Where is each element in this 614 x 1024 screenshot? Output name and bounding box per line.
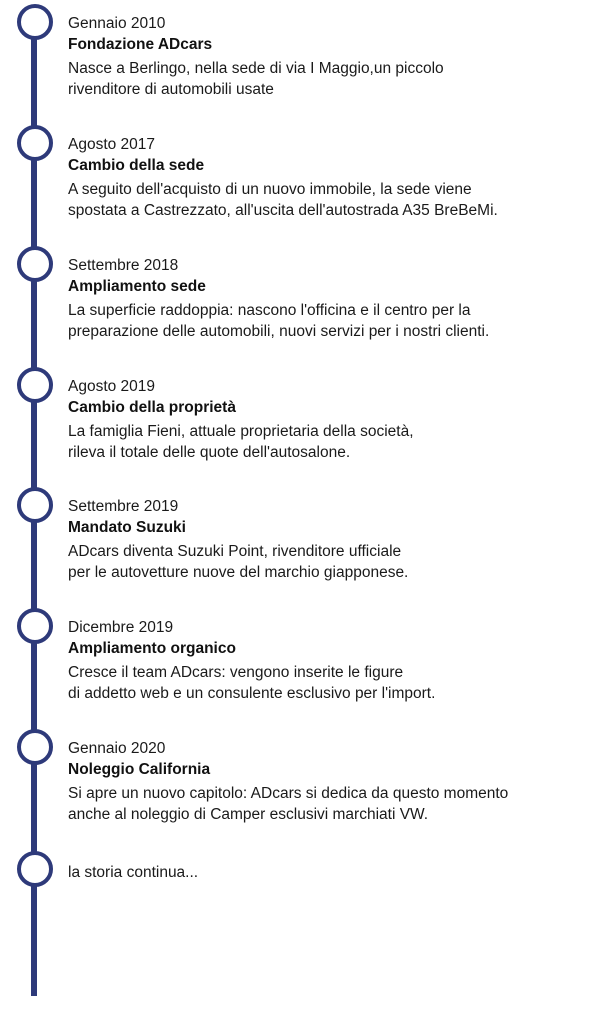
event-content: [68, 135, 614, 221]
event-description-line: spostata a Castrezzato, all'uscita dell'autostrada A35 BreBeMi.: [68, 202, 498, 219]
event-description-line: La superficie raddoppia: nascono l'officina e il centro per la: [68, 302, 471, 319]
event-content: [68, 256, 614, 342]
event-description-line: rivenditore di automobili usate: [68, 81, 274, 98]
event-content: [68, 863, 614, 883]
event-content: [68, 739, 614, 825]
timeline-marker: [17, 487, 53, 523]
event-description-line: di addetto web e un consulente esclusivo per l'import.: [68, 685, 436, 702]
event-description-line: A seguito dell'acquisto di un nuovo immobile, la sede viene: [68, 181, 472, 198]
event-title: Cambio della sede: [68, 157, 205, 174]
event-date: Gennaio 2020: [68, 740, 166, 757]
event-description: [68, 179, 614, 221]
timeline-marker: [17, 367, 53, 403]
event-title: Fondazione ADcars: [68, 36, 213, 53]
closing-text: la storia continua...: [68, 864, 199, 881]
event-content: [68, 497, 614, 583]
event-description: [68, 421, 614, 463]
event-description: [68, 300, 614, 342]
event-date: Settembre 2019: [68, 498, 179, 515]
event-description: [68, 783, 614, 825]
event-description: [68, 662, 614, 704]
timeline-marker: [17, 125, 53, 161]
event-description-line: preparazione delle automobili, nuovi servizi per i nostri clienti.: [68, 323, 490, 340]
event-date: Gennaio 2010: [68, 15, 166, 32]
event-description-line: per le autovetture nuove del marchio giapponese.: [68, 564, 409, 581]
timeline-marker: [17, 729, 53, 765]
event-description-line: ADcars diventa Suzuki Point, rivenditore ufficiale: [68, 543, 402, 560]
event-title: Ampliamento organico: [68, 640, 236, 657]
timeline-marker: [17, 608, 53, 644]
event-description-line: Cresce il team ADcars: vengono inserite le figure: [68, 664, 404, 681]
event-description: [68, 541, 614, 583]
event-description-line: La famiglia Fieni, attuale proprietaria della società,: [68, 423, 414, 440]
event-description: [68, 58, 614, 100]
timeline-marker: [17, 4, 53, 40]
event-date: Agosto 2019: [68, 378, 156, 395]
event-title: Mandato Suzuki: [68, 519, 186, 536]
event-content: [68, 14, 614, 100]
event-title: Noleggio California: [68, 761, 211, 778]
event-description-line: rileva il totale delle quote dell'autosalone.: [68, 444, 351, 461]
event-description-line: Si apre un nuovo capitolo: ADcars si dedica da questo momento: [68, 785, 509, 802]
timeline-marker: [17, 246, 53, 282]
event-content: [68, 618, 614, 704]
event-description-line: anche al noleggio di Camper esclusivi marchiati VW.: [68, 806, 429, 823]
event-date: Agosto 2017: [68, 136, 156, 153]
timeline-marker: [17, 851, 53, 887]
event-date: Dicembre 2019: [68, 619, 174, 636]
event-content: [68, 377, 614, 463]
event-description-line: Nasce a Berlingo, nella sede di via I Maggio,un piccolo: [68, 60, 444, 77]
event-date: Settembre 2018: [68, 257, 179, 274]
event-title: Ampliamento sede: [68, 278, 206, 295]
event-title: Cambio della proprietà: [68, 399, 236, 416]
